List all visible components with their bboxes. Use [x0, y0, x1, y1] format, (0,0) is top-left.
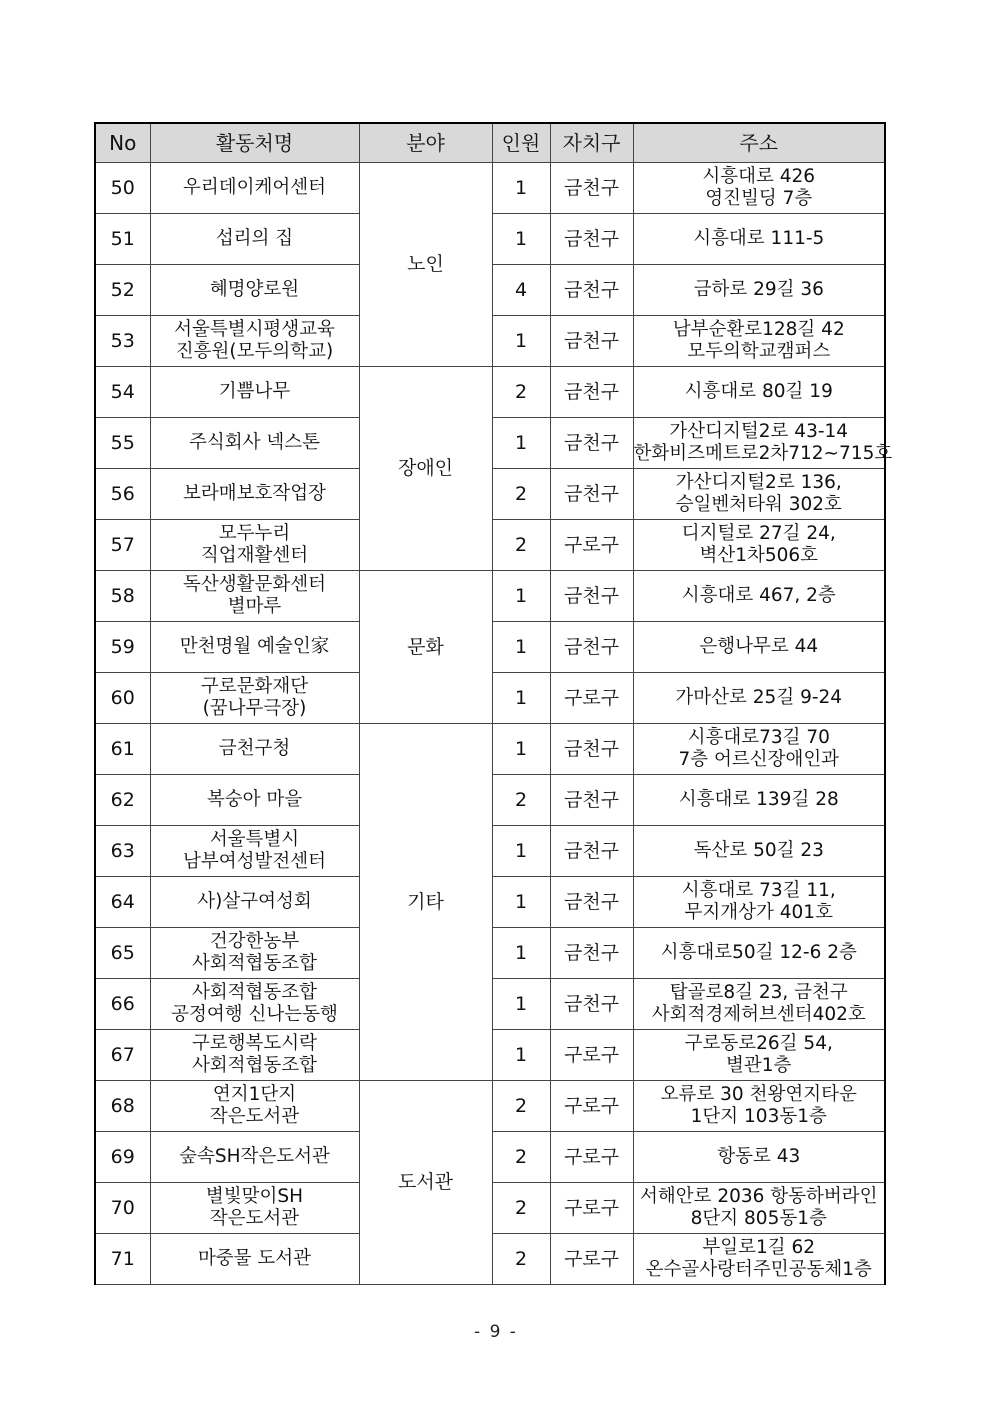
cell-district: 구로구 — [550, 1183, 633, 1234]
cell-field: 노인 — [359, 163, 492, 367]
cell-count: 2 — [492, 1183, 550, 1234]
cell-line: 건강한농부 — [209, 931, 300, 952]
cell-line: 섭리의 집 — [215, 228, 294, 249]
cell-district: 금천구 — [550, 877, 633, 928]
cell-site-name — [150, 214, 359, 265]
cell-no: 66 — [95, 979, 150, 1030]
cell-line: 영진빌딩 7층 — [705, 188, 813, 209]
cell-site-name — [150, 877, 359, 928]
cell-count: 2 — [492, 469, 550, 520]
cell-line: 오류로 30 천왕연지타운 — [660, 1084, 857, 1105]
cell-district: 구로구 — [550, 673, 633, 724]
cell-district: 구로구 — [550, 1132, 633, 1183]
cell-site-name — [150, 1081, 359, 1132]
cell-district: 금천구 — [550, 265, 633, 316]
cell-no: 65 — [95, 928, 150, 979]
cell-no: 68 — [95, 1081, 150, 1132]
cell-site-name — [150, 520, 359, 571]
cell-district: 구로구 — [550, 1234, 633, 1285]
cell-district: 금천구 — [550, 316, 633, 367]
cell-line: 1단지 103동1층 — [690, 1106, 827, 1127]
page-number: - 9 - — [474, 1322, 518, 1342]
cell-district: 금천구 — [550, 928, 633, 979]
cell-line: 시흥대로 426 — [702, 166, 816, 187]
cell-line: 복숭아 마을 — [206, 789, 303, 810]
cell-line: 사회적경제허브센터402호 — [651, 1004, 866, 1025]
cell-line: 무지개상가 401호 — [684, 902, 833, 923]
cell-district: 금천구 — [550, 418, 633, 469]
cell-count: 1 — [492, 877, 550, 928]
cell-line: 탑골로8길 23, 금천구 — [669, 982, 848, 1003]
cell-line: 서울특별시 — [209, 829, 300, 850]
table-header-row — [95, 123, 885, 163]
header-address: 주소 — [633, 123, 885, 163]
cell-no: 64 — [95, 877, 150, 928]
cell-district: 금천구 — [550, 367, 633, 418]
cell-site-name — [150, 265, 359, 316]
cell-line: 독산생활문화센터 — [183, 574, 326, 595]
cell-line: 8단지 805동1층 — [690, 1208, 827, 1229]
table-body — [95, 163, 893, 1285]
header-no: No — [95, 123, 150, 163]
cell-site-name — [150, 367, 359, 418]
cell-site-name — [150, 316, 359, 367]
cell-line: 연지1단지 — [212, 1084, 297, 1105]
cell-address — [633, 316, 885, 367]
cell-address — [633, 571, 885, 622]
cell-address — [633, 826, 885, 877]
cell-line: 금천구청 — [218, 738, 291, 759]
cell-count: 1 — [492, 214, 550, 265]
cell-line: 항동로 43 — [717, 1146, 801, 1167]
cell-site-name — [150, 469, 359, 520]
cell-no: 55 — [95, 418, 150, 469]
cell-count: 1 — [492, 928, 550, 979]
cell-address — [633, 1234, 885, 1285]
table-row — [95, 1081, 885, 1132]
cell-count: 4 — [492, 265, 550, 316]
cell-line: 서울특별시평생교육 — [174, 319, 335, 340]
cell-no: 56 — [95, 469, 150, 520]
cell-no: 53 — [95, 316, 150, 367]
cell-line: 구로행복도시락 — [191, 1033, 318, 1054]
cell-line: 기쁨나무 — [218, 381, 291, 402]
table-row — [95, 163, 885, 214]
cell-district: 금천구 — [550, 724, 633, 775]
cell-address — [633, 1081, 885, 1132]
cell-count: 1 — [492, 571, 550, 622]
cell-line: 구로동로26길 54, — [684, 1033, 833, 1054]
cell-count: 1 — [492, 163, 550, 214]
cell-line: 남부여성발전센터 — [183, 851, 326, 872]
cell-district: 구로구 — [550, 1030, 633, 1081]
cell-site-name — [150, 1132, 359, 1183]
cell-field: 도서관 — [359, 1081, 492, 1285]
cell-address — [633, 265, 885, 316]
cell-line: 가마산로 25길 9-24 — [675, 687, 843, 708]
cell-site-name — [150, 418, 359, 469]
cell-line: 시흥대로 80길 19 — [684, 381, 833, 402]
cell-count: 2 — [492, 1132, 550, 1183]
cell-site-name — [150, 1030, 359, 1081]
cell-line: 7층 어르신장애인과 — [678, 749, 840, 770]
cell-no: 58 — [95, 571, 150, 622]
cell-line: 진흥원(모두의학교) — [175, 341, 334, 362]
cell-line: 시흥대로 111-5 — [693, 228, 825, 249]
cell-line: 별빛맞이SH — [205, 1186, 304, 1207]
cell-address — [633, 367, 885, 418]
cell-line: 부일로1길 62 — [702, 1237, 816, 1258]
cell-count: 1 — [492, 1030, 550, 1081]
cell-count: 2 — [492, 1234, 550, 1285]
cell-line: 마중물 도서관 — [197, 1248, 312, 1269]
cell-line: 만천명월 예술인家 — [179, 636, 330, 657]
cell-no: 63 — [95, 826, 150, 877]
cell-site-name — [150, 979, 359, 1030]
cell-line: 모두의학교캠퍼스 — [687, 341, 831, 362]
cell-district: 금천구 — [550, 214, 633, 265]
cell-no: 59 — [95, 622, 150, 673]
header-field: 분야 — [359, 123, 492, 163]
cell-no: 62 — [95, 775, 150, 826]
cell-address — [633, 928, 885, 979]
cell-line: 금하로 29길 36 — [693, 279, 824, 300]
cell-line: 사회적협동조합 — [191, 982, 318, 1003]
cell-no: 51 — [95, 214, 150, 265]
cell-line: 사회적협동조합 — [191, 953, 318, 974]
cell-line: 독산로 50길 23 — [693, 840, 824, 861]
cell-line: 공정여행 신나는동행 — [171, 1004, 338, 1025]
header-site-name: 활동처명 — [150, 123, 359, 163]
cell-field: 기타 — [359, 724, 492, 1081]
cell-address — [633, 418, 893, 469]
cell-site-name — [150, 1183, 359, 1234]
cell-line: 시흥대로50길 12-6 2층 — [660, 942, 857, 963]
cell-line: 시흥대로 139길 28 — [678, 789, 839, 810]
cell-no: 50 — [95, 163, 150, 214]
cell-line: 시흥대로 73길 11, — [681, 880, 836, 901]
cell-line: 서해안로 2036 항동하버라인 — [639, 1186, 878, 1207]
cell-address — [633, 1132, 885, 1183]
cell-field: 장애인 — [359, 367, 492, 571]
cell-site-name — [150, 826, 359, 877]
cell-line: 승일벤처타워 302호 — [675, 494, 842, 515]
cell-line: 직업재활센터 — [200, 545, 309, 566]
cell-address — [633, 979, 885, 1030]
cell-no: 70 — [95, 1183, 150, 1234]
cell-address — [633, 877, 885, 928]
cell-line: 남부순환로128길 42 — [672, 319, 845, 340]
cell-line: 온수골사랑터주민공동체1층 — [645, 1259, 872, 1280]
cell-site-name — [150, 724, 359, 775]
cell-site-name — [150, 775, 359, 826]
cell-count: 2 — [492, 367, 550, 418]
cell-address — [633, 1183, 885, 1234]
cell-address — [633, 163, 885, 214]
cell-no: 54 — [95, 367, 150, 418]
cell-site-name — [150, 1234, 359, 1285]
cell-count: 1 — [492, 673, 550, 724]
cell-district: 금천구 — [550, 622, 633, 673]
cell-address — [633, 622, 885, 673]
cell-line: 벽산1차506호 — [699, 545, 819, 566]
cell-line: 가산디지털2로 136, — [675, 472, 842, 493]
cell-line: 작은도서관 — [209, 1106, 300, 1127]
cell-no: 57 — [95, 520, 150, 571]
cell-count: 1 — [492, 724, 550, 775]
cell-address — [633, 520, 885, 571]
cell-line: 시흥대로 467, 2층 — [681, 585, 836, 606]
cell-no: 61 — [95, 724, 150, 775]
cell-no: 69 — [95, 1132, 150, 1183]
cell-line: 사)살구여성회 — [197, 891, 312, 912]
cell-count: 2 — [492, 520, 550, 571]
cell-count: 1 — [492, 826, 550, 877]
cell-district: 금천구 — [550, 469, 633, 520]
cell-line: 가산디지털2로 43-14 — [669, 421, 849, 442]
cell-district: 구로구 — [550, 1081, 633, 1132]
cell-line: 주식회사 넥스톤 — [189, 432, 320, 453]
header-count: 인원 — [492, 123, 550, 163]
cell-district: 금천구 — [550, 826, 633, 877]
cell-line: (꿈나무극장) — [202, 698, 307, 719]
cell-district: 구로구 — [550, 520, 633, 571]
cell-line: 별관1층 — [726, 1055, 792, 1076]
cell-line: 구로문화재단 — [200, 676, 309, 697]
cell-no: 52 — [95, 265, 150, 316]
cell-line: 디지털로 27길 24, — [681, 523, 836, 544]
cell-line: 별마루 — [227, 596, 282, 617]
cell-line: 은행나무로 44 — [699, 636, 819, 657]
cell-line: 작은도서관 — [209, 1208, 300, 1229]
cell-district: 금천구 — [550, 775, 633, 826]
cell-count: 2 — [492, 775, 550, 826]
cell-line: 한화비즈메트로2차712~715호 — [633, 443, 893, 464]
cell-line: 모두누리 — [218, 523, 291, 544]
cell-no: 71 — [95, 1234, 150, 1285]
cell-address — [633, 724, 885, 775]
cell-count: 1 — [492, 622, 550, 673]
cell-count: 2 — [492, 1081, 550, 1132]
cell-line: 보라매보호작업장 — [183, 483, 326, 504]
cell-site-name — [150, 622, 359, 673]
cell-site-name — [150, 163, 359, 214]
cell-line: 사회적협동조합 — [191, 1055, 318, 1076]
cell-address — [633, 775, 885, 826]
cell-address — [633, 1030, 885, 1081]
cell-count: 1 — [492, 418, 550, 469]
table-row — [95, 571, 885, 622]
cell-address — [633, 214, 885, 265]
cell-no: 60 — [95, 673, 150, 724]
cell-district: 금천구 — [550, 979, 633, 1030]
header-district: 자치구 — [550, 123, 633, 163]
cell-address — [633, 673, 885, 724]
cell-no: 67 — [95, 1030, 150, 1081]
cell-count: 1 — [492, 316, 550, 367]
cell-line: 우리데이케어센터 — [183, 177, 326, 198]
cell-district: 금천구 — [550, 163, 633, 214]
cell-line: 혜명양로원 — [209, 279, 300, 300]
cell-district: 금천구 — [550, 571, 633, 622]
table-row — [95, 724, 885, 775]
cell-site-name — [150, 571, 359, 622]
cell-address — [633, 469, 885, 520]
volunteer-sites-table — [94, 122, 893, 1285]
cell-line: 시흥대로73길 70 — [687, 727, 830, 748]
cell-count: 1 — [492, 979, 550, 1030]
cell-site-name — [150, 928, 359, 979]
table-row — [95, 367, 885, 418]
cell-field: 문화 — [359, 571, 492, 724]
cell-site-name — [150, 673, 359, 724]
cell-line: 숲속SH작은도서관 — [179, 1146, 330, 1167]
